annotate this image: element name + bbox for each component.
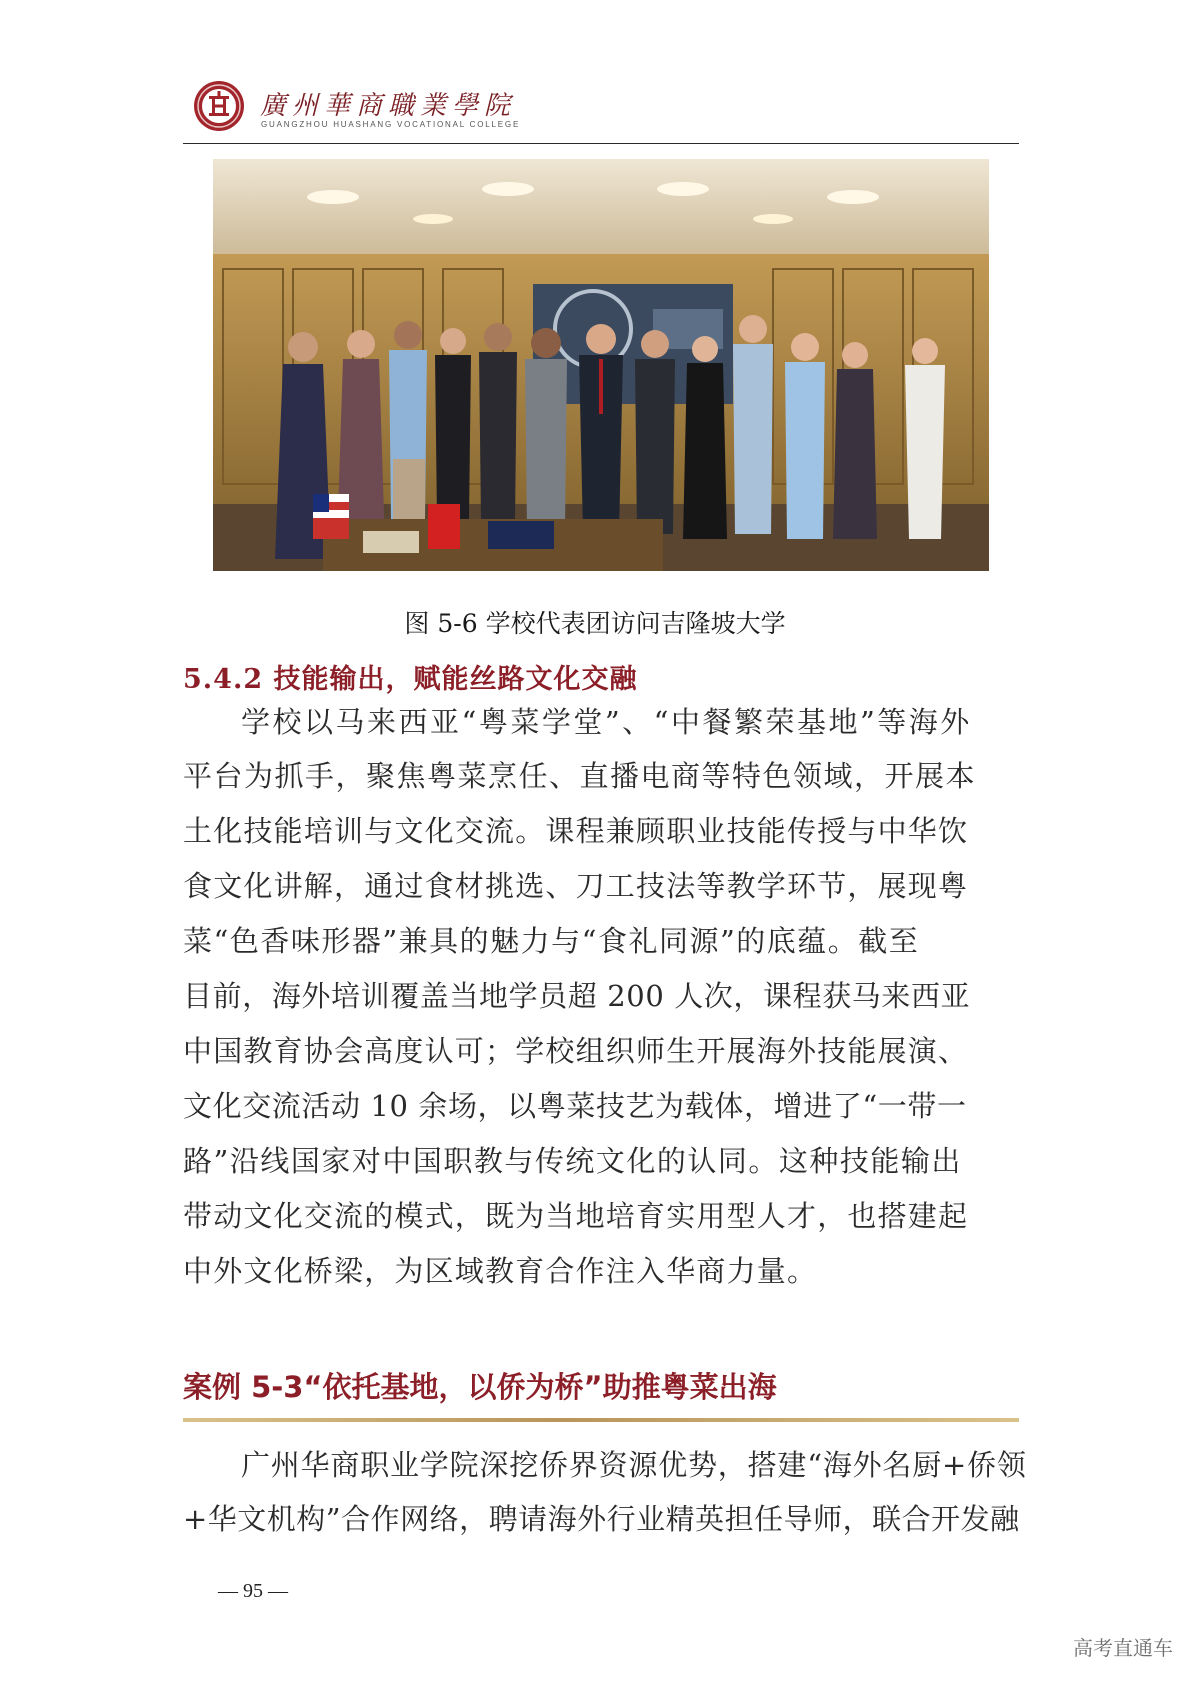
case-paragraph — [183, 1445, 1027, 1555]
paragraph-line: 土化技能培训与文化交流。课程兼顾职业技能传授与中华饮 — [183, 814, 969, 848]
paragraph-line: +华文机构”合作网络，聘请海外行业精英担任导师，联合开发融 — [183, 1502, 1020, 1536]
paragraph-line: 菜“色香味形器”兼具的魅力与“食礼同源”的底蕴。截至 — [183, 924, 920, 958]
paragraph-line: 食文化讲解，通过食材挑选、刀工技法等教学环节，展现粤 — [183, 869, 969, 903]
paragraph-line: 广州华商职业学院深挖侨界资源优势，搭建“海外名厨+侨领 — [241, 1448, 1027, 1482]
paragraph-line: 中国教育协会高度认可；学校组织师生开展海外技能展演、 — [183, 1034, 969, 1068]
paragraph-line: 中外文化桥梁，为区域教育合作注入华商力量。 — [183, 1254, 818, 1288]
section-heading: 5.4.2 技能输出，赋能丝路文化交融 — [183, 664, 638, 695]
case-heading: 案例 5-3“依托基地，以侨为桥”助推粤菜出海 — [183, 1370, 777, 1404]
college-name-cn: 廣州華商職業學院 — [260, 91, 517, 121]
figure-caption: 图 5-6 学校代表团访问吉隆坡大学 — [404, 609, 786, 638]
paragraph-line: 带动文化交流的模式，既为当地培育实用型人才，也搭建起 — [183, 1199, 969, 1233]
section-paragraph — [183, 702, 1023, 1288]
page-number: — 95 — — [218, 1580, 288, 1602]
paragraph-line: 路”沿线国家对中国职教与传统文化的认同。这种技能输出 — [183, 1144, 962, 1178]
paragraph-line: 学校以马来西亚“粤菜学堂”、“中餐繁荣基地”等海外 — [241, 705, 972, 739]
paragraph-line: 文化交流活动 10 余场，以粤菜技艺为载体，增进了“一带一 — [183, 1089, 967, 1123]
group-photo-illustration — [213, 159, 989, 571]
page-header — [183, 75, 1019, 144]
college-name-en: GUANGZHOU HUASHANG VOCATIONAL COLLEGE — [261, 120, 521, 129]
delegation-group-photo — [213, 159, 989, 571]
watermark-text: 高考直通车 — [1073, 1636, 1173, 1660]
paragraph-line: 平台为抓手，聚焦粤菜烹任、直播电商等特色领域，开展本 — [183, 759, 977, 793]
paragraph-line: 目前，海外培训覆盖当地学员超 200 人次，课程获马来西亚 — [183, 979, 971, 1013]
case-heading-divider — [183, 1418, 1019, 1422]
college-logo — [192, 79, 246, 133]
